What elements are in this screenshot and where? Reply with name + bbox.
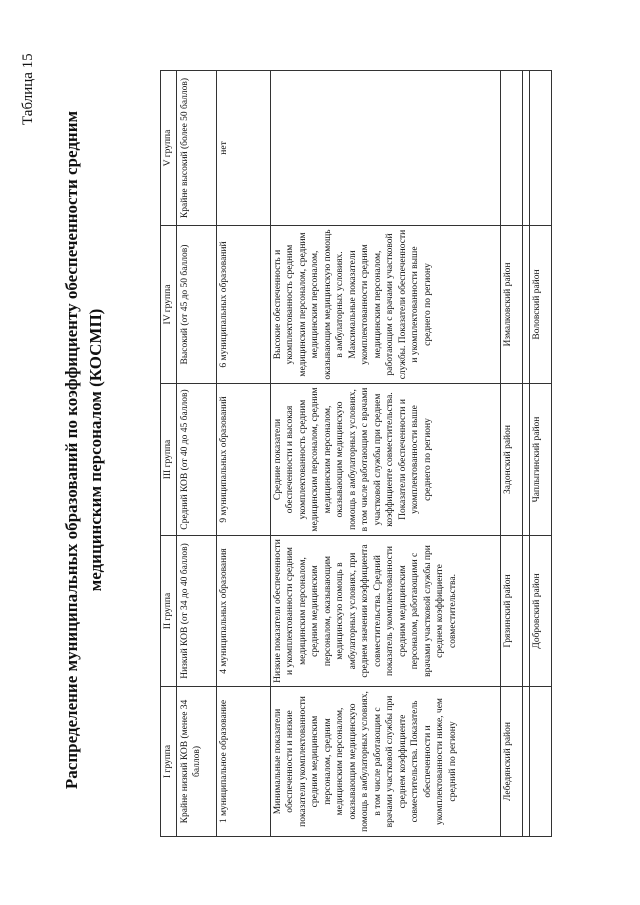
count-cell: нет bbox=[216, 71, 270, 226]
header-group-4: IV группа bbox=[161, 226, 177, 384]
description-cell: Средние показатели обеспеченности и высокая укомплектованность средним медицинским персоналом, средним медицинским персоналом, оказывающим медицинскую помощь в амбулаторных условиях, в том числе работающим с врачами участковой службы при среднем коэффициенте совместительства. Показатели обеспеченности и укомплектованности выше среднего по региону bbox=[270, 384, 500, 536]
count-cell: 4 муниципальных образования bbox=[216, 536, 270, 687]
header-group-1: I группа bbox=[161, 687, 177, 837]
district-cell bbox=[529, 71, 551, 226]
district-cell: Грязинский район bbox=[500, 536, 522, 687]
description-cell: Минимальные показатели обеспеченности и низкие показатели укомплектованности средним медицинским персоналом, средним медицинским персоналом, оказывающим медицинскую помощь в амбулаторных условиях, в том числе работающим с врачами участковой службы при среднем коэффициенте совместительства. Показатель обеспеченности и укомплектованности ниже, чем средний по региону bbox=[270, 687, 500, 837]
table-label: Таблица 15 bbox=[20, 53, 36, 125]
criteria-cell: Высокий (от 45 до 50 баллов) bbox=[176, 226, 216, 384]
district-cell: Добровский район bbox=[529, 536, 551, 687]
header-group-5: V группа bbox=[161, 71, 177, 226]
count-cell: 9 муниципальных образований bbox=[216, 384, 270, 536]
district-cell bbox=[500, 71, 522, 226]
district-row bbox=[529, 71, 551, 837]
criteria-cell: Низкий КОВ (от 34 до 40 баллов) bbox=[176, 536, 216, 687]
district-cell: Лебедянский район bbox=[500, 687, 522, 837]
description-cell: Высокие обеспеченность и укомплектованность средним медицинским персоналом, средним медицинским персоналом, оказывающим медицинскую помощь в амбулаторных условиях. Максимальные показатели укомплектованности средним медицинским персоналом, работающим с врачами участковой службы. Показатели обеспеченности и укомплектованности выше среднего по региону bbox=[270, 226, 500, 384]
description-cell: Низкие показатели обеспеченности и укомплектованности средним медицинским персоналом, средним медицинским персоналом, оказывающим медицинскую помощь в амбулаторных условиях, при среднем значении коэффициента совместительства. Средний показатель укомплектованности средним медицинским персоналом, работающими с врачами участковой службы при среднем коэффициенте совместительства. bbox=[270, 536, 500, 687]
district-cell: Воловский район bbox=[529, 226, 551, 384]
district-cell: Чаплыгинский район bbox=[529, 384, 551, 536]
spacer-row bbox=[522, 71, 529, 837]
criteria-cell: Средний КОВ (от 40 до 45 баллов) bbox=[176, 384, 216, 536]
description-cell bbox=[270, 71, 500, 226]
district-cell: Задонский район bbox=[500, 384, 522, 536]
criteria-cell: Крайне высокий (более 50 баллов) bbox=[176, 71, 216, 226]
description-row bbox=[270, 71, 500, 837]
criteria-row bbox=[176, 71, 216, 837]
count-row bbox=[216, 71, 270, 837]
header-group-2: II группа bbox=[161, 536, 177, 687]
count-cell: 6 муниципальных образований bbox=[216, 226, 270, 384]
groups-table bbox=[160, 70, 552, 837]
count-cell: 1 муниципальное образование bbox=[216, 687, 270, 837]
district-cell bbox=[529, 687, 551, 837]
district-row bbox=[500, 71, 522, 837]
district-cell: Измалковский район bbox=[500, 226, 522, 384]
table-header-row bbox=[161, 71, 177, 837]
header-group-3: III группа bbox=[161, 384, 177, 536]
criteria-cell: Крайне низкий КОВ (менее 34 баллов) bbox=[176, 687, 216, 837]
document-title: Распределение муниципальных образований по коэффициенту обеспеченности средним медицинским персоналом (КОСМП) bbox=[62, 110, 105, 790]
